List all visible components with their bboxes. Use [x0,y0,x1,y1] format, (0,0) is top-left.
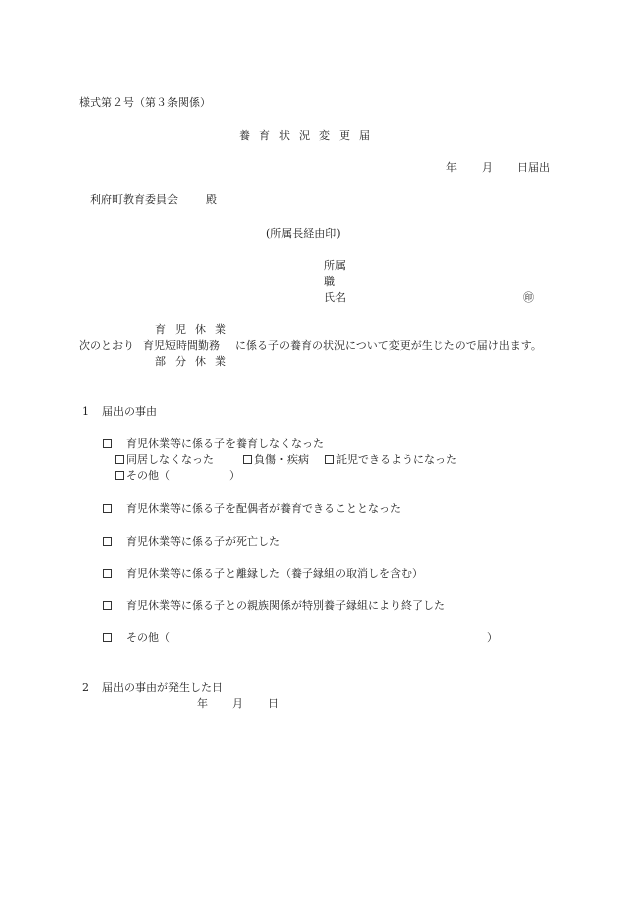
occurrence-date-year: 年 [197,697,208,710]
name-label: 氏名 [324,291,346,304]
intro-suffix: に係る子の養育の状況について変更が生じたので届け出ます。 [235,339,542,352]
reason-other-close: ） [487,631,498,644]
checkbox-icon[interactable] [103,439,112,448]
sub-option-injury-illness[interactable]: 負傷・疾病 [243,453,309,467]
sub-option-other[interactable]: その他（ [115,469,170,483]
intro-option-partial-leave: 部分休業 [155,355,235,368]
position-label: 職 [324,275,335,288]
addressee-name: 利府町教育委員会 [90,193,178,206]
submit-date-year: 年 [446,161,457,174]
via-superior-note: (所属長経由印) [266,227,341,240]
checkbox-icon[interactable] [103,504,112,513]
sub-option-no-cohabitation[interactable]: 同居しなくなった [115,453,214,467]
checkbox-icon[interactable] [103,537,112,546]
form-number: 様式第２号（第３条関係） [79,96,211,109]
intro-option-short-hours: 育児短時間勤務 [143,339,220,352]
submit-date-month: 月 [482,161,493,174]
addressee-honorific: 殿 [206,193,217,206]
checkbox-icon[interactable] [103,633,112,642]
checkbox-icon[interactable] [115,455,124,464]
reason-checkbox-other[interactable] [103,631,114,645]
reason-label-special-adoption: 育児休業等に係る子との親族関係が特別養子縁組により終了した [126,599,445,612]
occurrence-date-month: 月 [232,697,243,710]
reason-label-adoption-dissolved: 育児休業等に係る子と離縁した（養子縁組の取消しを含む） [126,567,423,580]
document-title: 養育状況変更届 [239,129,379,142]
sub-option-childcare-available[interactable]: 託児できるようになった [325,453,457,467]
section1-heading: 届出の事由 [102,405,157,418]
intro-prefix: 次のとおり [79,339,134,352]
reason-checkbox-child-deceased[interactable] [103,535,114,549]
seal-icon: ㊞ [523,291,534,304]
reason-checkbox-adoption-dissolved[interactable] [103,567,114,581]
affiliation-label: 所属 [324,259,346,272]
checkbox-icon[interactable] [115,471,124,480]
checkbox-icon[interactable] [103,601,112,610]
reason-checkbox-special-adoption[interactable] [103,599,114,613]
intro-option-childcare-leave: 育児休業 [155,323,235,336]
reason-label-spouse-can-raise: 育児休業等に係る子を配偶者が養育できることとなった [126,502,401,515]
section1-number: 1 [82,405,89,418]
section2-number: 2 [82,681,89,694]
occurrence-date-day: 日 [268,697,279,710]
section2-heading: 届出の事由が発生した日 [102,681,223,694]
reason-label-other: その他（ [126,631,170,644]
reason-checkbox-no-longer-raising[interactable] [103,437,114,451]
checkbox-icon[interactable] [103,569,112,578]
reason-label-child-deceased: 育児休業等に係る子が死亡した [126,535,280,548]
reason-checkbox-spouse-can-raise[interactable] [103,502,114,516]
checkbox-icon[interactable] [325,455,334,464]
checkbox-icon[interactable] [243,455,252,464]
sub-option-other-close: ） [229,469,240,482]
submit-date-day: 日届出 [517,161,550,174]
reason-label-no-longer-raising: 育児休業等に係る子を養育しなくなった [126,437,324,450]
